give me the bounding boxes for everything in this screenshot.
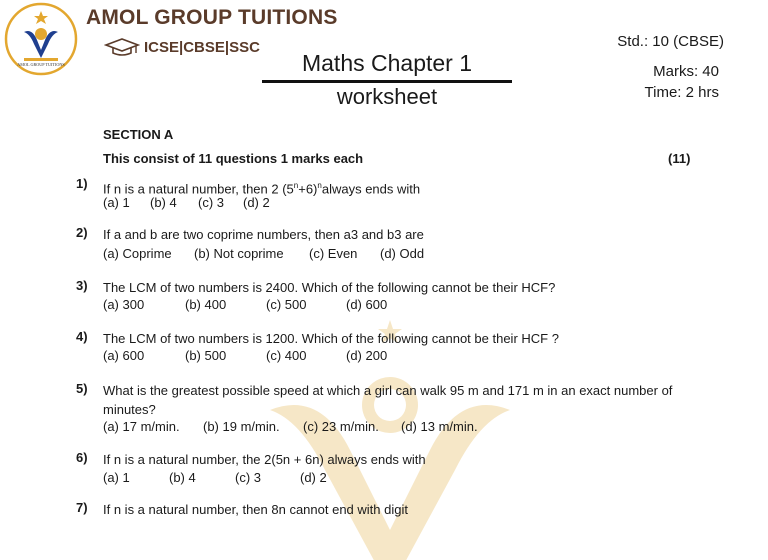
logo-text: AMOL GROUP TUITIONS (17, 62, 65, 67)
question-number: 7) (76, 500, 88, 515)
question-text: If n is a natural number, then 8n cannot end with digit (103, 502, 408, 517)
option-c: (c) 3 (235, 470, 261, 485)
option-c: (c) 500 (266, 297, 307, 312)
standard-label: Std.: 10 (CBSE) (617, 33, 724, 50)
option-d: (d) Odd (380, 246, 425, 261)
title-underline (262, 80, 512, 83)
option-c: (c) Even (309, 246, 358, 261)
question-text: If n is a natural number, then 2 $(5^n+6)^nalways$ ends with (103, 181, 421, 197)
option-a: (a) 300 (103, 297, 145, 312)
option-d: (d) 13 m/min. (401, 419, 478, 434)
boards-line (104, 38, 260, 56)
brand-logo (4, 2, 78, 76)
graduation-cap-icon (104, 38, 140, 56)
question-text: What is the greatest possible speed at which a girl can walk 95 m and 171 m in an exact number of minutes? (103, 383, 673, 417)
option-a: (a) 600 (103, 348, 145, 363)
boards-label: ICSE|CBSE|SSC (144, 38, 260, 56)
question-text: If n is a natural number, the 2(5n + 6n) always ends with (103, 452, 426, 467)
option-b: (b) 19 m/min. (203, 419, 280, 434)
option-d: (d) 600 (346, 297, 388, 312)
question-number: 1) (76, 176, 88, 191)
question-number: 3) (76, 278, 88, 293)
option-b: (b) 4 (169, 470, 196, 485)
question-number: 6) (76, 450, 88, 465)
option-b: (b) 400 (185, 297, 227, 312)
question-text: The LCM of two numbers is 1200. Which of the following cannot be their HCF ? (103, 331, 559, 346)
question-number: 5) (76, 381, 88, 396)
question-number: 2) (76, 225, 88, 240)
section-total-marks: (11) (668, 151, 691, 166)
chapter-title: Maths Chapter 1 (301, 50, 473, 76)
question-number: 4) (76, 329, 88, 344)
section-description: This consist of 11 questions 1 marks each (103, 151, 364, 166)
brand-name: AMOL GROUP TUITIONS (86, 6, 338, 29)
marks-label: Marks: 40 (653, 63, 719, 80)
option-b: (b) 500 (185, 348, 227, 363)
option-c: (c) 400 (266, 348, 307, 363)
option-d: (d) 2 (243, 195, 270, 210)
option-a: (a) 1 (103, 470, 130, 485)
option-a: (a) Coprime (103, 246, 172, 261)
option-d: (d) 200 (346, 348, 388, 363)
option-b: (b) 4 (150, 195, 177, 210)
option-d: (d) 2 (300, 470, 327, 485)
time-label: Time: 2 hrs (644, 84, 719, 101)
question-text: The LCM of two numbers is 2400. Which of the following cannot be their HCF? (103, 280, 556, 295)
option-c: (c) 23 m/min. (303, 419, 379, 434)
worksheet-subtitle: worksheet (336, 84, 438, 109)
option-a: (a) 17 m/min. (103, 419, 180, 434)
option-c: (c) 3 (198, 195, 224, 210)
option-a: (a) 1 (103, 195, 130, 210)
section-title: SECTION A (103, 127, 174, 142)
question-text: If a and b are two coprime numbers, then a3 and b3 are (103, 227, 424, 242)
option-b: (b) Not coprime (194, 246, 284, 261)
